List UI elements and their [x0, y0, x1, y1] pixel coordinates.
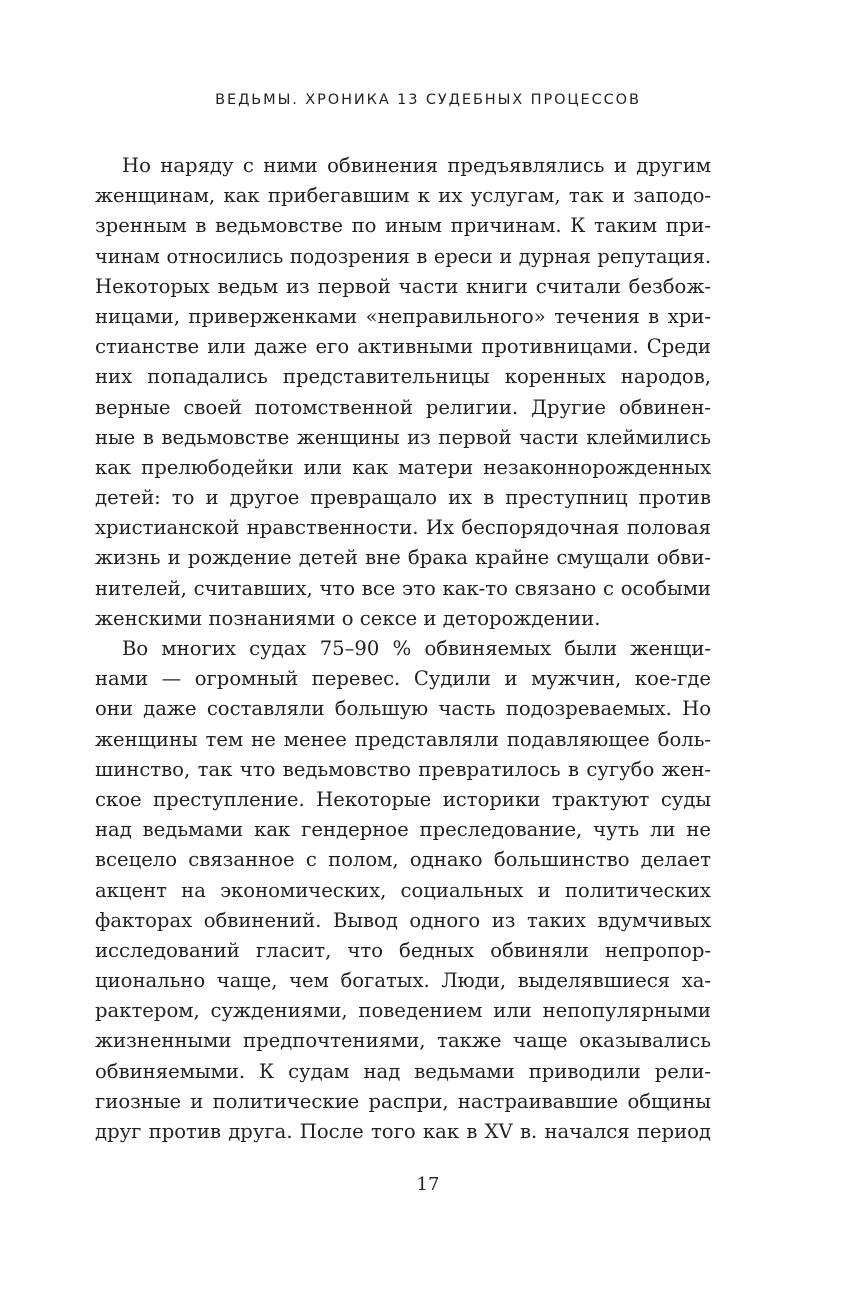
text-line: факторах обвинений. Вывод одного из таких вдумчивых	[95, 908, 711, 932]
text-line: жизненными предпочтениями, также чаще оказывались	[95, 1029, 711, 1053]
text-line: как прелюбодейки или как матери незаконнорожденных	[95, 455, 711, 479]
paragraph-2	[95, 634, 711, 1147]
text-line: Во многих судах 75–90 % обвиняемых были женщи-	[122, 637, 711, 660]
text-line: гиозные и политические распри, настраивавшие общины	[95, 1089, 711, 1113]
text-line: акцент на экономических, социальных и политических	[95, 878, 711, 902]
text-line: женщины тем не менее представляли подавляющее боль-	[95, 727, 711, 751]
text-line: зренным в ведьмовстве по иным причинам. К таким при-	[95, 214, 711, 238]
text-line: христианской нравственности. Их беспорядочная половая	[95, 516, 711, 540]
text-line: рактером, суждениями, поведением или непопулярными	[95, 999, 711, 1023]
text-line: обвиняемыми. К судам над ведьмами приводили рели-	[95, 1059, 711, 1083]
text-line: женщинам, как прибегавшим к их услугам, так и заподо-	[95, 184, 711, 208]
text-line: стианстве или даже его активными противницами. Среди	[95, 335, 711, 359]
text-line: шинство, так что ведьмовство превратилось в сугубо жен-	[95, 757, 711, 781]
text-line: Но наряду с ними обвинения предъявлялись и другим	[122, 154, 711, 177]
text-line: ское преступление. Некоторые историки трактуют суды	[95, 787, 711, 811]
text-line: друг против друга. После того как в XV в. начался период	[95, 1120, 711, 1143]
body-text	[95, 151, 711, 1147]
page-number: 17	[416, 1174, 440, 1195]
text-line: Некоторых ведьм из первой части книги считали безбож-	[95, 274, 711, 298]
text-line: всецело связанное с полом, однако большинство делает	[95, 848, 711, 872]
text-line: них попадались представительницы коренных народов,	[95, 365, 711, 389]
text-line: нителей, считавших, что все это как-то связано с особыми	[95, 576, 711, 600]
text-line: над ведьмами как гендерное преследование, чуть ли не	[95, 818, 711, 842]
text-line: исследований гласит, что бедных обвиняли непропор-	[95, 938, 711, 962]
text-line: чинам относились подозрения в ереси и дурная репутация.	[95, 244, 711, 268]
text-line: верные своей потомственной религии. Другие обвинен-	[95, 395, 711, 419]
text-line: ционально чаще, чем богатых. Люди, выделявшиеся ха-	[95, 969, 711, 993]
text-line: ницами, приверженками «неправильного» течения в хри-	[95, 304, 711, 328]
text-line: ные в ведьмовстве женщины из первой части клеймились	[95, 425, 711, 449]
text-line: жизнь и рождение детей вне брака крайне смущали обви-	[95, 546, 711, 570]
text-line: детей: то и другое превращало их в преступниц против	[95, 486, 711, 510]
text-line: они даже составляли большую часть подозреваемых. Но	[95, 697, 711, 721]
text-line: женскими познаниями о сексе и деторождении.	[95, 606, 601, 630]
paragraph-1	[95, 151, 711, 634]
text-line: нами — огромный перевес. Судили и мужчин, кое-где	[95, 667, 711, 691]
running-head-title: ВЕДЬМЫ. ХРОНИКА 13 СУДЕБНЫХ ПРОЦЕССОВ	[215, 92, 641, 108]
